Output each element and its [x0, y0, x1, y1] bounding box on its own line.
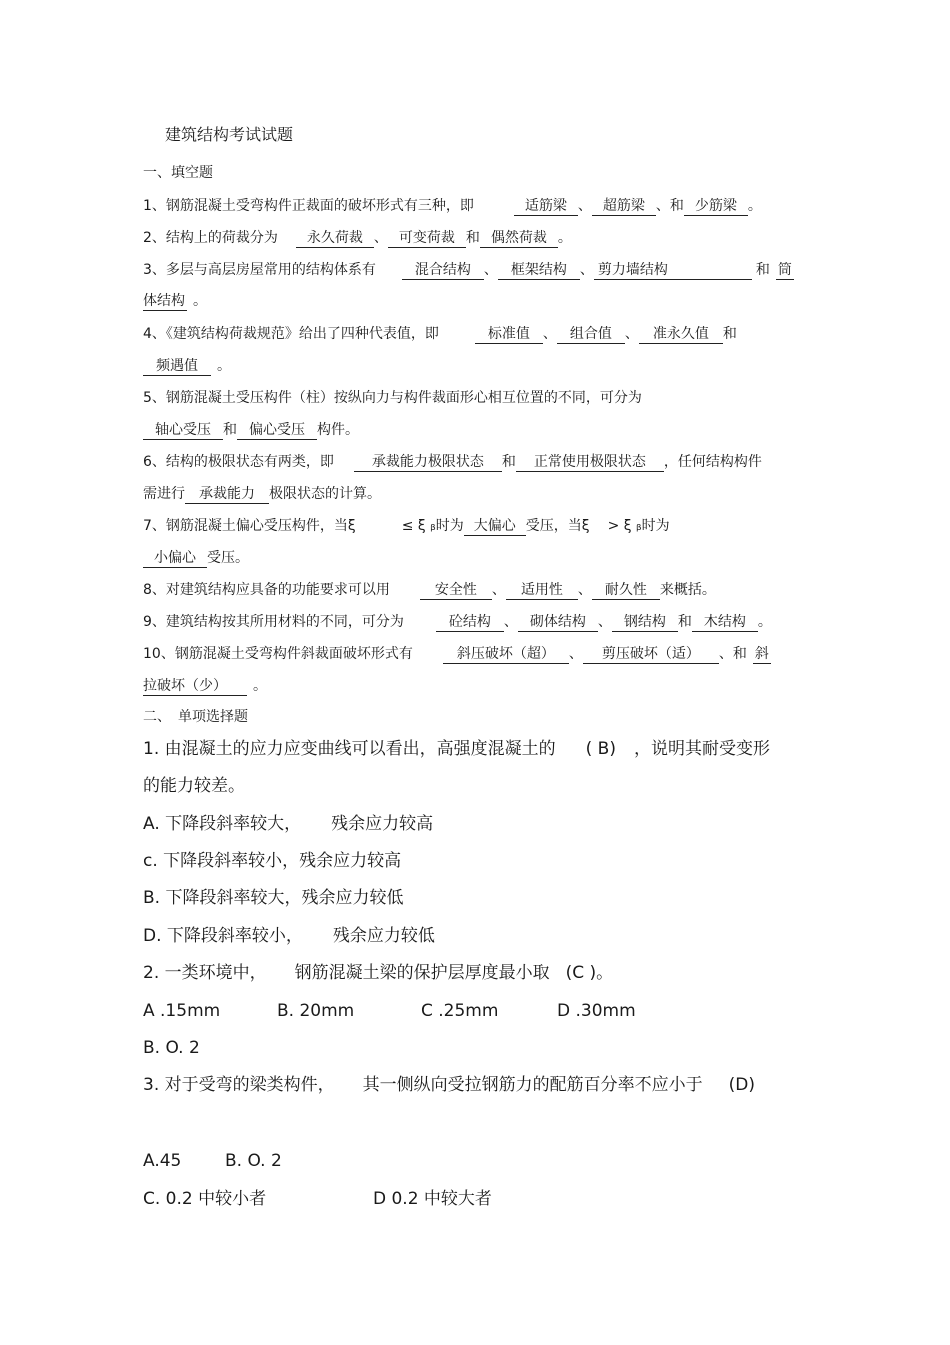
separator: 。 — [217, 358, 231, 374]
answer-blank: 承裁能力极限状态 — [354, 453, 502, 472]
question-8 — [143, 580, 716, 600]
separator: 极限状态的计算。 — [269, 486, 381, 502]
question-4 — [143, 324, 737, 344]
option-text: A. 下降段斜率较大， — [143, 814, 302, 834]
separator: 。 — [557, 230, 572, 246]
answer-blank: 拉破坏（少） — [143, 677, 247, 696]
option-d — [143, 924, 435, 948]
answer-blank: 轴心受压 — [143, 421, 223, 440]
question-3 — [143, 260, 794, 280]
separator: 和 — [722, 326, 737, 342]
question-10 — [143, 644, 771, 664]
separator: 和 — [465, 230, 480, 246]
question-text: 7、钢筋混凝土偏心受压构件，当ξ — [143, 518, 356, 534]
question-text: 3、多层与高层房屋常用的结构体系有 — [143, 262, 376, 278]
question-5 — [143, 388, 642, 408]
question-6 — [143, 452, 762, 472]
separator: 、和 — [718, 646, 747, 662]
answer-blank: 木结构 — [692, 613, 758, 632]
answer-blank: 钢结构 — [612, 613, 678, 632]
question-text: 4、《建筑结构荷裁规范》给出了四种代表值，即 — [143, 326, 439, 342]
mc-question-3 — [143, 1073, 755, 1097]
answer-blank: 大偏心 — [464, 517, 526, 536]
answer-blank: 偶然荷裁 — [480, 229, 558, 248]
question-text: 2、结构上的荷裁分为 — [143, 230, 278, 246]
option-b: B. O. 2 — [225, 1151, 282, 1171]
answer-blank: 承裁能力 — [185, 485, 269, 504]
question-text: 受压，当ξ — [525, 518, 590, 534]
question-text: ，说明其耐受变形 — [633, 739, 770, 759]
separator: 、和 — [655, 198, 684, 214]
option-c: C. 0.2 中较小者 — [143, 1189, 267, 1209]
mc-question-1-cont: 的能力较差。 — [143, 776, 245, 796]
option-a: A .15mm — [143, 1001, 221, 1021]
question-6-cont — [143, 484, 381, 504]
separator: 、 — [624, 326, 639, 342]
answer-blank: 混合结构 — [402, 261, 484, 280]
answer-text: (C )。 — [565, 963, 614, 983]
question-text: 8、对建筑结构应具备的功能要求可以用 — [143, 582, 390, 598]
answer-blank: 准永久值 — [639, 325, 723, 344]
mc2-extra: B. O. 2 — [143, 1038, 200, 1058]
answer-text: ( B) — [585, 739, 616, 759]
question-1 — [143, 196, 762, 216]
separator: 和 — [677, 614, 692, 630]
answer-blank: 剪力墙结构 — [594, 261, 752, 280]
answer-blank: 偏心受压 — [237, 421, 317, 440]
answer-blank: 剪压破坏（适） — [583, 645, 719, 664]
question-4-cont — [143, 356, 231, 376]
answer-blank: 筒 — [777, 262, 792, 278]
question-text: 1、钢筋混凝土受弯构件正裁面的破坏形式有三种，即 — [143, 198, 474, 214]
option-d: D .30mm — [557, 1001, 636, 1021]
separator: 和 — [755, 262, 770, 278]
question-2 — [143, 228, 572, 248]
option-b: B. 20mm — [277, 1001, 355, 1021]
mc-question-2 — [143, 961, 613, 985]
mc-question-1 — [143, 737, 770, 761]
option-b: B. 下降段斜率较大，残余应力较低 — [143, 888, 404, 908]
question-text: 其一侧纵向受拉钢筋力的配筋百分率不应小于 — [362, 1075, 703, 1095]
separator: 、 — [579, 262, 594, 278]
question-7 — [143, 516, 670, 536]
answer-blank: 组合值 — [557, 325, 625, 344]
answer-blank: 适筋梁 — [514, 197, 578, 216]
question-text: 2. 一类环境中， — [143, 963, 267, 983]
answer-blank: 适用性 — [506, 581, 578, 600]
answer-blank: 超筋梁 — [592, 197, 656, 216]
answer-blank: 小偏心 — [143, 549, 207, 568]
separator: 、 — [542, 326, 557, 342]
question-text: 3. 对于受弯的梁类构件， — [143, 1075, 335, 1095]
question-5-cont — [143, 420, 359, 440]
separator: ，任何结构构件 — [663, 454, 762, 470]
separator: 、 — [577, 582, 592, 598]
option-c: c. 下降段斜率较小，残余应力较高 — [143, 851, 402, 871]
question-text: ≤ ξ ᵦ时为 — [401, 518, 464, 534]
answer-blank: 耐久性 — [592, 581, 660, 600]
question-text: 需进行 — [143, 486, 185, 502]
separator: 和 — [223, 422, 237, 438]
question-3-cont — [143, 291, 207, 311]
separator: 受压。 — [207, 550, 249, 566]
question-text: 10、钢筋混凝土受弯构件斜裁面破坏形式有 — [143, 646, 413, 662]
separator: 、 — [483, 262, 498, 278]
question-7-cont — [143, 548, 249, 568]
page-title: 建筑结构考试试题 — [165, 125, 294, 144]
answer-blank: 永久荷裁 — [296, 229, 374, 248]
separator: 、 — [503, 614, 518, 630]
mc3-options-row2 — [143, 1187, 492, 1211]
separator: 和 — [501, 454, 516, 470]
question-text: 6、结构的极限状态有两类，即 — [143, 454, 334, 470]
question-text: 5、钢筋混凝土受压构件（柱）按纵向力与构件裁面形心相互位置的不同，可分为 — [143, 390, 642, 406]
answer-blank: 体结构 — [143, 293, 185, 309]
answer-blank: 斜 — [754, 646, 769, 662]
separator: 、 — [568, 646, 583, 662]
question-9 — [143, 612, 772, 632]
answer-blank: 可变荷裁 — [388, 229, 466, 248]
separator: 、 — [491, 582, 506, 598]
separator: 、 — [597, 614, 612, 630]
answer-blank: 标准值 — [475, 325, 543, 344]
answer-blank: 安全性 — [420, 581, 492, 600]
section-heading: 一、填空题 — [143, 165, 213, 181]
answer-blank: 斜压破坏（超） — [443, 645, 569, 664]
answer-blank: 框架结构 — [498, 261, 580, 280]
option-text: D. 下降段斜率较小， — [143, 926, 303, 946]
answer-blank: 频遇值 — [143, 357, 211, 376]
option-a: A.45 — [143, 1151, 182, 1171]
answer-text: (D) — [728, 1075, 755, 1095]
separator: 、 — [577, 198, 592, 214]
answer-blank: 少筋梁 — [684, 197, 748, 216]
question-text: 9、建筑结构按其所用材料的不同，可分为 — [143, 614, 404, 630]
mc2-options — [143, 999, 636, 1023]
section-heading: 二、 单项选择题 — [143, 709, 248, 725]
separator: 、 — [373, 230, 388, 246]
question-text: 1. 由混凝土的应力应变曲线可以看出，高强度混凝土的 — [143, 739, 556, 759]
answer-blank: 砌体结构 — [518, 613, 598, 632]
answer-blank: 正常使用极限状态 — [516, 453, 664, 472]
option-text: 残余应力较低 — [332, 926, 435, 946]
option-a — [143, 812, 433, 836]
question-text: 钢筋混凝土梁的保护层厚度最小取 — [294, 963, 550, 983]
mc3-options-row1 — [143, 1149, 282, 1173]
option-text: 残余应力较高 — [331, 814, 434, 834]
separator: 。 — [757, 614, 772, 630]
separator: 。 — [747, 198, 762, 214]
answer-blank: 砼结构 — [436, 613, 504, 632]
separator: 构件。 — [317, 422, 359, 438]
question-text: > ξ ᵦ时为 — [607, 518, 670, 534]
option-c: C .25mm — [421, 1001, 499, 1021]
separator: 。 — [253, 678, 267, 694]
separator: 来概括。 — [659, 582, 716, 598]
separator: 。 — [193, 293, 207, 309]
question-10-cont — [143, 676, 267, 696]
option-d: D 0.2 中较大者 — [373, 1189, 492, 1209]
